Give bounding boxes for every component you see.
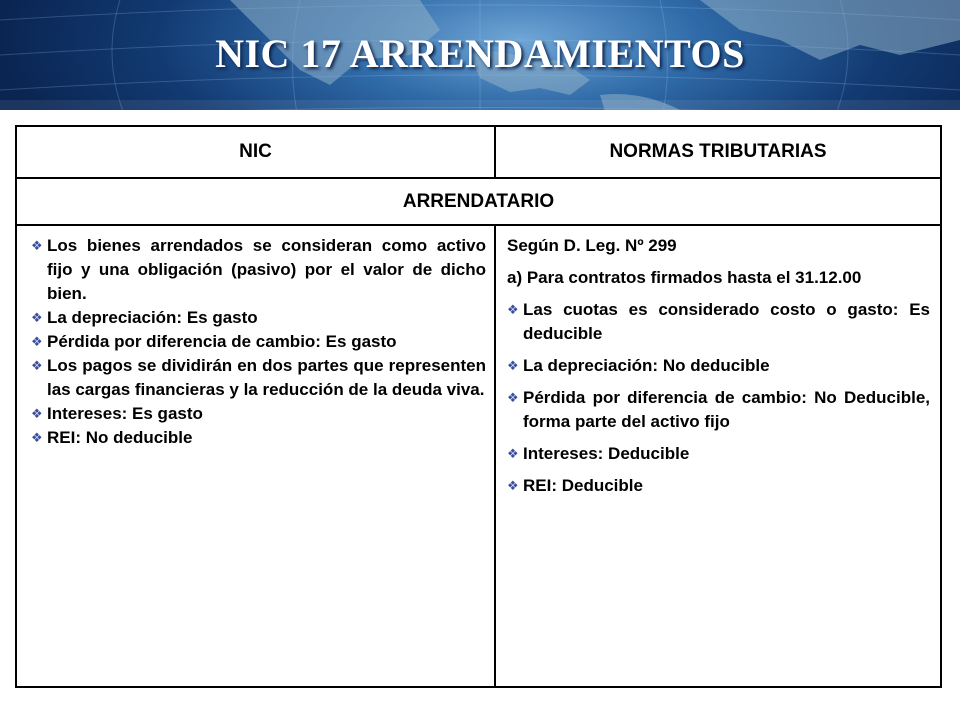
list-item: ❖ La depreciación: Es gasto (31, 306, 486, 330)
diamond-bullet-icon: ❖ (31, 238, 43, 253)
list-item: ❖ Intereses: Es gasto (31, 402, 486, 426)
list-item: ❖ REI: Deducible (507, 474, 930, 498)
diamond-bullet-icon: ❖ (31, 358, 43, 373)
diamond-bullet-icon: ❖ (507, 358, 519, 373)
tax-list (507, 298, 930, 498)
subheader-arrendatario: ARRENDATARIO (16, 178, 941, 225)
list-item: ❖ La depreciación: No deducible (507, 354, 930, 378)
tax-subheading: a) Para contratos firmados hasta el 31.12.00 (507, 268, 862, 287)
comparison-table (15, 125, 942, 688)
diamond-bullet-icon: ❖ (507, 446, 519, 461)
list-item: ❖ Intereses: Deducible (507, 442, 930, 466)
diamond-bullet-icon: ❖ (31, 334, 43, 349)
header-nic: NIC (16, 126, 495, 178)
list-item: ❖ Los bienes arrendados se consideran como activo fijo y una obligación (pasivo) por el valor de dicho bien. (31, 236, 486, 303)
list-item: ❖ Las cuotas es considerado costo o gasto: Es deducible (507, 300, 930, 343)
table-content-row (16, 225, 941, 687)
tax-norms-column (495, 225, 941, 687)
slide-title: NIC 17 ARRENDAMIENTOS (215, 31, 745, 76)
table-header-row (16, 126, 941, 178)
list-item: ❖ Pérdida por diferencia de cambio: Es gasto (31, 330, 486, 354)
tax-intro: Según D. Leg. Nº 299 (507, 236, 677, 255)
nic-column (16, 225, 495, 687)
header-normas-tributarias: NORMAS TRIBUTARIAS (495, 126, 941, 178)
diamond-bullet-icon: ❖ (31, 430, 43, 445)
diamond-bullet-icon: ❖ (507, 302, 519, 317)
diamond-bullet-icon: ❖ (31, 406, 43, 421)
list-item: ❖ REI: No deducible (31, 426, 486, 450)
nic-list (31, 234, 486, 450)
list-item: ❖ Pérdida por diferencia de cambio: No Deducible, forma parte del activo fijo (507, 388, 930, 431)
diamond-bullet-icon: ❖ (31, 310, 43, 325)
diamond-bullet-icon: ❖ (507, 478, 519, 493)
diamond-bullet-icon: ❖ (507, 390, 519, 405)
table-subheader-row (16, 178, 941, 225)
list-item: ❖ Los pagos se dividirán en dos partes que representen las cargas financieras y la reducción de la deuda viva. (31, 356, 486, 399)
